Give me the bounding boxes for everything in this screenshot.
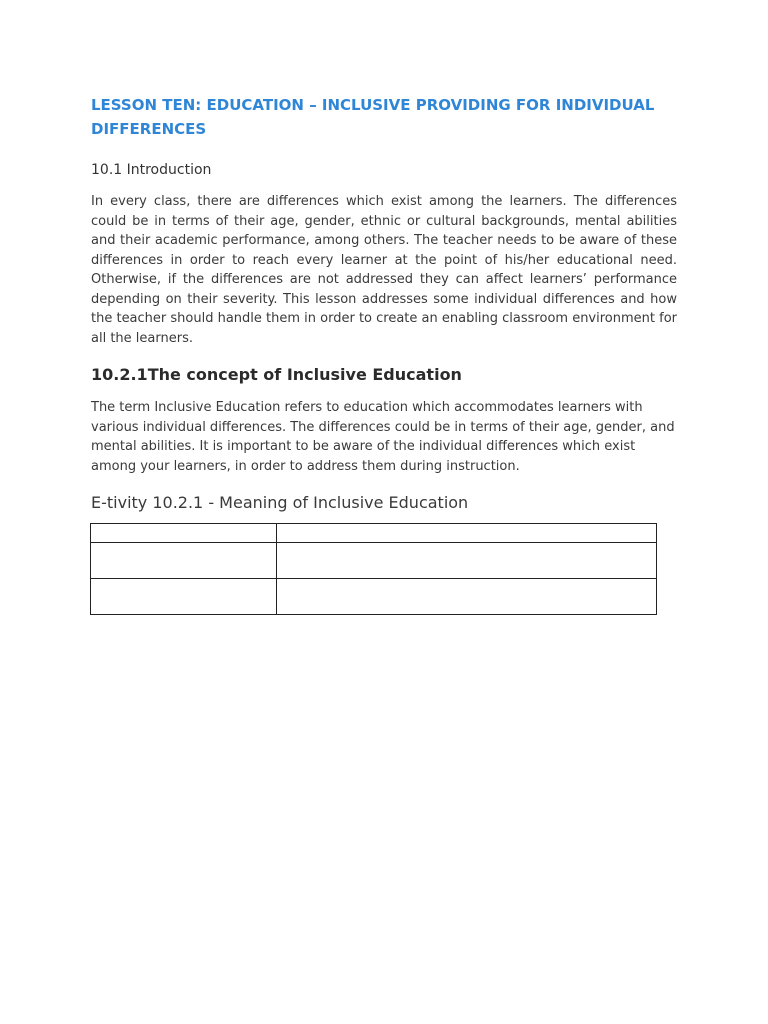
lesson-title: LESSON TEN: EDUCATION – INCLUSIVE PROVIDING FOR INDIVIDUAL DIFFERENCES <box>91 96 655 138</box>
etivity-table <box>90 523 657 615</box>
table-row <box>91 543 657 579</box>
intro-paragraph: In every class, there are differences which exist among the learners. The differences could be in terms of their age, gender, ethnic or cultural backgrounds, mental abilities and their academic performance, among others. The teacher needs to be aware of these differences in order to reach every learner at the point of his/her educational need. Otherwise, if the differences are not addressed they can affect learners’ performance depending on their severity. This lesson addresses some individual differences and how the teacher should handle them in order to create an enabling classroom environment for all the learners. <box>91 194 677 346</box>
table-row <box>91 579 657 615</box>
concept-paragraph: The term Inclusive Education refers to education which accommodates learners with various individual differences. The differences could be in terms of their age, gender, and mental abilities. It is important to be aware of the individual differences which exist among your learners, in order to address them during instruction. <box>91 400 675 474</box>
table-row <box>91 524 657 543</box>
table-cell <box>91 543 277 579</box>
table-cell <box>277 524 657 543</box>
intro-heading: 10.1 Introduction <box>91 162 212 178</box>
table-cell <box>277 579 657 615</box>
concept-heading: 10.2.1The concept of Inclusive Education <box>91 365 462 384</box>
etivity-heading: E-tivity 10.2.1 - Meaning of Inclusive Education <box>91 493 469 512</box>
table-cell <box>91 579 277 615</box>
table-cell <box>91 524 277 543</box>
table-cell <box>277 543 657 579</box>
